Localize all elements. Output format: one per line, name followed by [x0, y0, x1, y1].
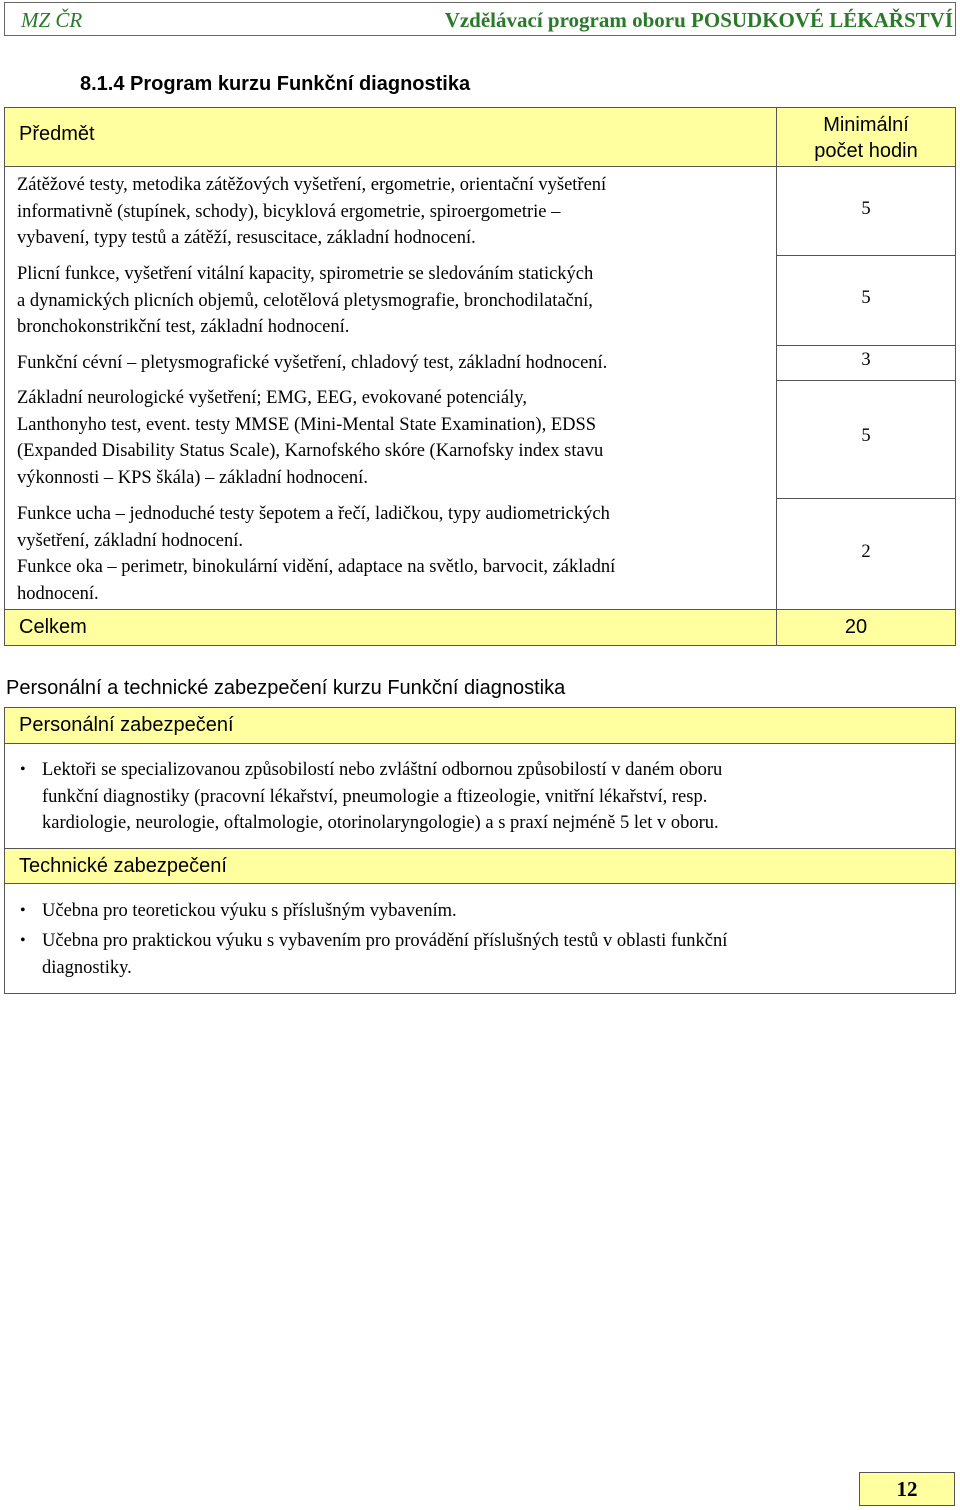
section-heading: 8.1.4 Program kurzu Funkční diagnostika: [80, 73, 471, 95]
row-line: a dynamických plicních objemů, celotělová pletysmografie, bronchodilatační,: [17, 290, 593, 311]
bullet-icon: •: [20, 902, 26, 919]
list-line: funkční diagnostiky (pracovní lékařství, pneumologie a ftizeologie, vnitřní lékařství, resp.: [42, 786, 708, 807]
row-line: Funkční cévní – pletysmografické vyšetření, chladový test, základní hodnocení.: [17, 353, 608, 373]
col-hours-line2: počet hodin: [814, 140, 918, 162]
page-number: 12: [896, 1477, 918, 1501]
table-row: [17, 501, 767, 607]
list-line: kardiologie, neurologie, oftalmologie, otorinolaryngologie) a s praxí nejméně 5 let v oboru.: [42, 813, 719, 833]
list-item-text: [42, 757, 912, 837]
list-item-text: [42, 928, 912, 981]
row-hours: 2: [861, 542, 871, 562]
row-hours: 5: [861, 426, 871, 446]
bullet-icon: •: [20, 761, 26, 778]
row-line: bronchokonstrikční test, základní hodnocení.: [17, 317, 350, 337]
hours-separator: [776, 345, 956, 346]
row-line: Plicní funkce, vyšetření vitální kapacity, spirometrie se sledováním statických: [17, 264, 594, 284]
col-subject-label: Předmět: [19, 123, 95, 145]
list-line: Lektoři se specializovanou způsobilostí nebo zvláštní odbornou způsobilostí v daném oboru: [42, 760, 723, 780]
page-number-box: [859, 1472, 955, 1506]
staff-label: Personální zabezpečení: [19, 714, 234, 736]
row-line: Základní neurologické vyšetření; EMG, EEG, evokované potenciály,: [17, 388, 527, 408]
row-line: výkonnosti – KPS škála) – základní hodnocení.: [17, 467, 368, 488]
list-item: [20, 898, 920, 925]
total-row-label: [4, 610, 777, 646]
row-line: Funkce ucha – jednoduché testy šepotem a řečí, ladičkou, typy audiometrických: [17, 504, 610, 524]
row-hours: 5: [861, 288, 871, 308]
table-row: [17, 172, 767, 252]
table-row: [17, 261, 767, 341]
list-item: [20, 928, 920, 982]
list-line: Učebna pro praktickou výuku s vybavením pro provádění příslušných testů v oblasti funkční: [42, 931, 728, 951]
table-row: [17, 385, 767, 491]
list-line: Učebna pro teoretickou výuku s příslušným vybavením.: [42, 901, 457, 921]
tech-subheading: [5, 848, 955, 884]
row-hours: 3: [861, 350, 871, 370]
row-line: informativně (stupínek, schody), bicyklová ergometrie, spiroergometrie –: [17, 201, 561, 222]
total-value: 20: [844, 616, 868, 638]
total-label: Celkem: [19, 616, 87, 638]
row-line: vyšetření, základní hodnocení.: [17, 530, 244, 551]
hours-separator: [776, 498, 956, 499]
row-hours: 5: [861, 199, 871, 219]
bullet-icon: •: [20, 932, 26, 949]
row-line: (Expanded Disability Status Scale), Karnofského skóre (Karnofsky index stavu: [17, 441, 604, 461]
header-organization: MZ ČR: [21, 8, 83, 32]
page-header: [4, 2, 956, 36]
row-line: Lanthonyho test, event. testy MMSE (Mini-Mental State Examination), EDSS: [17, 414, 597, 435]
col-hours-line1: Minimální: [823, 114, 909, 136]
list-line: diagnostiky.: [42, 957, 132, 978]
hours-separator: [776, 255, 956, 256]
hours-separator: [776, 380, 956, 381]
row-line: hodnocení.: [17, 583, 99, 604]
table-header-hours: [776, 107, 956, 167]
list-item: [20, 757, 920, 837]
row-line: vybavení, typy testů a zátěží, resuscitace, základní hodnocení.: [17, 228, 476, 248]
tech-label: Technické zabezpečení: [19, 855, 227, 877]
table-row: [17, 350, 767, 377]
staff-subheading: [5, 708, 955, 744]
table-header-subject: [4, 107, 777, 167]
total-row-value: [776, 610, 956, 646]
list-item-text: [42, 898, 912, 925]
col-hours-label: [777, 112, 955, 164]
row-line: Funkce oka – perimetr, binokulární vidění, adaptace na světlo, barvocit, základní: [17, 557, 616, 577]
row-line: Zátěžové testy, metodika zátěžových vyšetření, ergometrie, orientační vyšetření: [17, 175, 607, 195]
personnel-heading: Personální a technické zabezpečení kurzu Funkční diagnostika: [6, 677, 566, 699]
header-program-title: Vzdělávací program oboru POSUDKOVÉ LÉKAŘSTVÍ: [444, 8, 953, 32]
